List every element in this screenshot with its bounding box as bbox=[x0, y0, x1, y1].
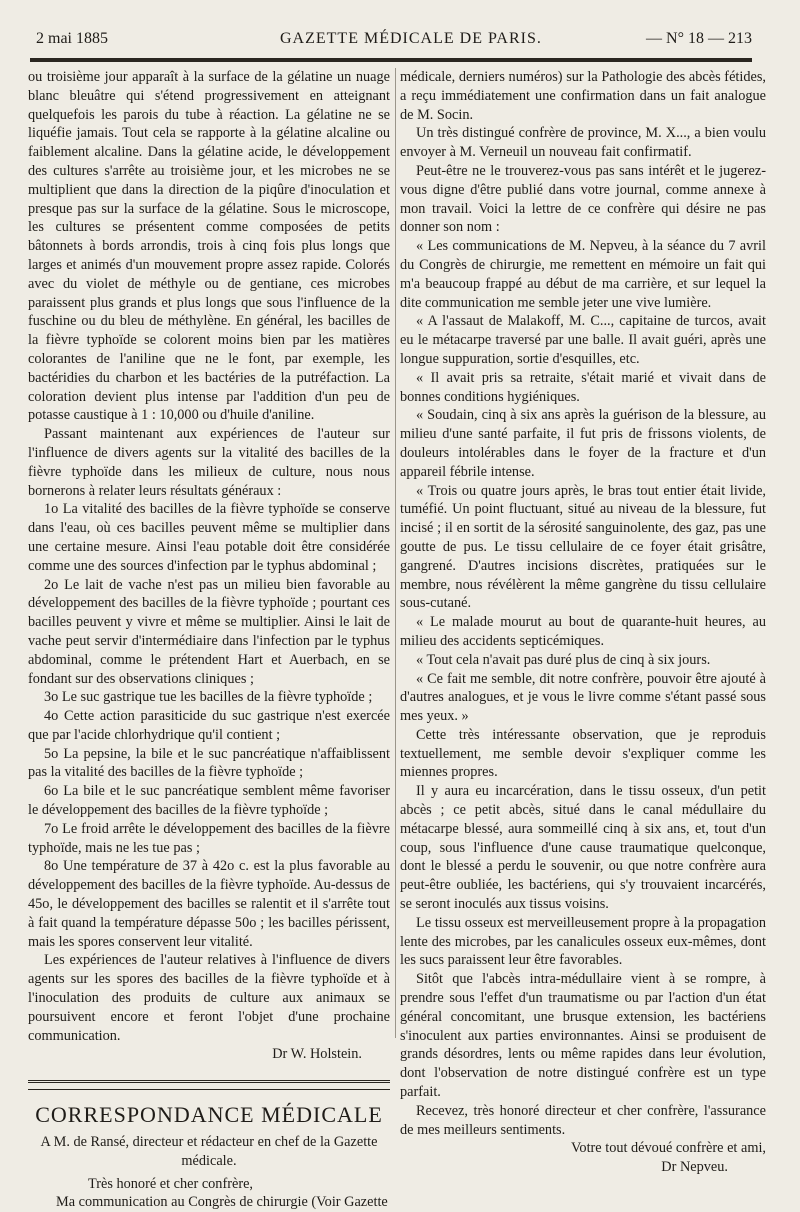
paragraph: Le tissu osseux est merveilleusement propre à la propagation lente des microbes, par les canalicules osseux eux-mêmes, dont les sucs paraissent leur être favorables. bbox=[400, 914, 766, 969]
letter-addressee: A M. de Ransé, directeur et rédacteur en chef de la Gazette médicale. bbox=[40, 1134, 378, 1169]
quoted-paragraph: « Ce fait me semble, dit notre confrère, pouvoir être ajouté à d'autres analogues, et je vous le livre comme s'étant passé sous mes yeux. » bbox=[400, 670, 766, 725]
right-column bbox=[400, 68, 766, 1177]
header-rule bbox=[30, 58, 752, 62]
paragraph: Il y aura eu incarcération, dans le tissu osseux, d'un petit abcès ; ce petit abcès, situé dans le canal médullaire du métacarpe blessé, aura sommeillé cinq à six ans, et, tout d'un coup, sous l'influence d'une cause traumatique quelconque, dont le blessé a perdu le souvenir, ou que notre confrère aura peut-être oubliée, les bactériens, qui s'y trouvaient incarcérés, se seront inoculés aux tissus voisins. bbox=[400, 783, 766, 913]
quoted-paragraph: « Soudain, cinq à six ans après la guérison de la blessure, au milieu d'une santé parfaite, il fut pris de frissons violents, de douleurs intolérables dans le foyer de la fracture et d'un appareil fébrile intense. bbox=[400, 407, 766, 480]
quoted-paragraph: « A l'assaut de Malakoff, M. C..., capitaine de turcos, avait eu le métacarpe traversé par une balle. Il avait guéri, après une longue suppuration, sortie d'esquilles, etc. bbox=[400, 313, 766, 367]
page-header bbox=[30, 30, 752, 52]
letter-salutation: Très honoré et cher confrère, bbox=[88, 1175, 254, 1192]
section-rule-thin bbox=[28, 1089, 390, 1090]
issue-date: 2 mai 1885 bbox=[36, 30, 108, 47]
quoted-paragraph: « Trois ou quatre jours après, le bras tout entier était livide, tuméfié. Un point fluctuant, situé au niveau de la blessure, fut incisé ; il en sortit de la sérosité sanguinolente, des gaz, pas une goutte de pus. Le tissu cellulaire de ce foyer était grisâtre, gangrené. D'autres incisions discrètes, pratiquées sur le membre, nous révélèrent la même gangrène du tissu cellulaire sous-cutané. bbox=[400, 482, 766, 612]
journal-title: GAZETTE MÉDICALE DE PARIS. bbox=[280, 30, 542, 47]
paragraph: Les expériences de l'auteur relatives à l'influence de divers agents sur les spores des bacilles de la fièvre typhoïde et à l'inoculation des produits de culture aux animaux se poursuivent encore et feront l'objet d'une prochaine communication. bbox=[28, 952, 390, 1044]
numbered-result: 2o Le lait de vache n'est pas un milieu bien favorable au développement des bacilles de la fièvre typhoïde ; pourtant ces bacilles peuvent y vivre et même se multiplier. Ainsi le lait de vache peut servir d'intermédiaire dans l'infection par le typhus abdominal, comme le prétendent Hart et Auerbach, en se fondant sur des observations cliniques ; bbox=[28, 576, 390, 687]
numbered-result: 8o Une température de 37 à 42o c. est la plus favorable au développement des bacilles de la fièvre typhoïde. Au-dessus de 45o, le développement des bacilles se ralentit et il s'arrête tout à fait quand la température dépasse 50o ; les bacilles périssent, mais les spores conservent leur vitalité. bbox=[28, 858, 390, 950]
paragraph: Un très distingué confrère de province, M. X..., a bien voulu envoyer à M. Verneuil un nouveau fait confirmatif. bbox=[400, 125, 766, 161]
quoted-paragraph: « Le malade mourut au bout de quarante-huit heures, au milieu des accidents septicémiques. bbox=[400, 614, 766, 649]
section-title: CORRESPONDANCE MÉDICALE bbox=[35, 1102, 383, 1128]
paragraph: Peut-être ne le trouverez-vous pas sans intérêt et le jugerez-vous digne d'être publié dans votre journal, comme annexe à mon travail. Voici la lettre de ce confrère qui désire ne pas donner son nom : bbox=[400, 162, 766, 236]
paragraph: Sitôt que l'abcès intra-médullaire vient à se rompre, à prendre sous l'effet d'un traumatisme ou par l'action d'un état général concomitant, une brusque extension, les bactériens s'inoculent aux parties environnantes. Ainsi se produisent de grands désordres, lents ou même rapides dans leur évolution, dont l'observation de notre distingué confrère est un type parfait. bbox=[400, 971, 766, 1101]
author-signature: Dr W. Holstein. bbox=[272, 1046, 362, 1063]
paragraph: ou troisième jour apparaît à la surface de la gélatine un nuage blanc bleuâtre qui s'étend progressivement en atteignant quelquefois les parois du tube à réaction. La gélatine ne se liquéfie jamais. Tout cela se rapporte à la gélatine alcaline ou faiblement alcaline. Dans la gélatine acide, le développement des cultures s'arrête au troisième jour, et les microbes ne se multiplient que dans la direction de la piqûre d'inoculation et presque pas sur la surface de la gélatine. Sous le microscope, les cultures se présentent comme composées de petits bâtonnets à bords arrondis, trois à cinq fois plus longs que larges et animés d'un mouvement propre assez rapide. Colorés avec du violet de méthyle ou de gentiane, ces microbes paraissent plus grands et plus longs que sous l'influence de la fuschine ou du bleu de méthylène. En général, les bacilles de la fièvre typhoïde se colorent moins bien par les matières colorantes de l'aniline que ne le font, par exemple, les bactéridies du charbon et les bactéries de la putréfaction. La coloration devient plus intense par l'addition d'un peu de potasse caustique à 1 : 10,000 ou d'huile d'aniline. bbox=[28, 69, 390, 424]
issue-page-number: — N° 18 — 213 bbox=[646, 30, 752, 47]
paragraph: médicale, derniers numéros) sur la Pathologie des abcès fétides, a reçu immédiatement une confirmation dans un fait analogue de M. Socin. bbox=[400, 69, 766, 123]
quoted-paragraph: « Les communications de M. Nepveu, à la séance du 7 avril du Congrès de chirurgie, me remettent en mémoire un fait qui m'a beaucoup frappé au début de ma carrière, et sur lequel la dite communication me semble jeter une vive lumière. bbox=[400, 238, 766, 311]
section-rule bbox=[28, 1080, 390, 1083]
numbered-result: 3o Le suc gastrique tue les bacilles de la fièvre typhoïde ; bbox=[44, 689, 373, 706]
letter-opening: Ma communication au Congrès de chirurgie (Voir Gazette bbox=[56, 1194, 388, 1211]
paragraph: Passant maintenant aux expériences de l'auteur sur l'influence de divers agents sur la vitalité des bacilles de la fièvre typhoïde dans les milieux de culture, nous nous bornerons à relater leurs résultats généraux : bbox=[28, 426, 390, 499]
numbered-result: 1o La vitalité des bacilles de la fièvre typhoïde se conserve dans l'eau, où ces bacilles peuvent même se multiplier dans une certaine mesure. Ainsi l'eau potable doit être considérée comme une des sources d'infection par le typhus abdominal ; bbox=[28, 501, 390, 574]
numbered-result: 7o Le froid arrête le développement des bacilles de la fièvre typhoïde, mais ne les tue pas ; bbox=[28, 820, 390, 856]
left-column bbox=[28, 68, 390, 1212]
quoted-paragraph: « Tout cela n'avait pas duré plus de cinq à six jours. bbox=[416, 651, 711, 668]
paragraph: Cette très intéressante observation, que je reproduis textuellement, me semble devoir s'expliquer comme les miennes propres. bbox=[400, 726, 766, 781]
letter-signature: Dr Nepveu. bbox=[661, 1159, 728, 1176]
quoted-paragraph: « Il avait pris sa retraite, s'était marié et vivait dans de bonnes conditions hygiéniques. bbox=[400, 369, 766, 405]
letter-closing: Votre tout dévoué confrère et ami, bbox=[570, 1140, 766, 1157]
column-divider bbox=[395, 68, 396, 1038]
paragraph: Recevez, très honoré directeur et cher confrère, l'assurance de mes meilleurs sentiments. bbox=[400, 1102, 766, 1138]
numbered-result: 6o La bile et le suc pancréatique semblent même favoriser le développement des bacilles de la fièvre typhoïde ; bbox=[28, 783, 390, 819]
numbered-result: 5o La pepsine, la bile et le suc pancréatique n'affaiblissent pas la vitalité des bacilles de la fièvre typhoïde ; bbox=[28, 745, 390, 781]
numbered-result: 4o Cette action parasiticide du suc gastrique n'est exercée que par l'acide chlorhydrique qu'il contient ; bbox=[28, 708, 390, 743]
